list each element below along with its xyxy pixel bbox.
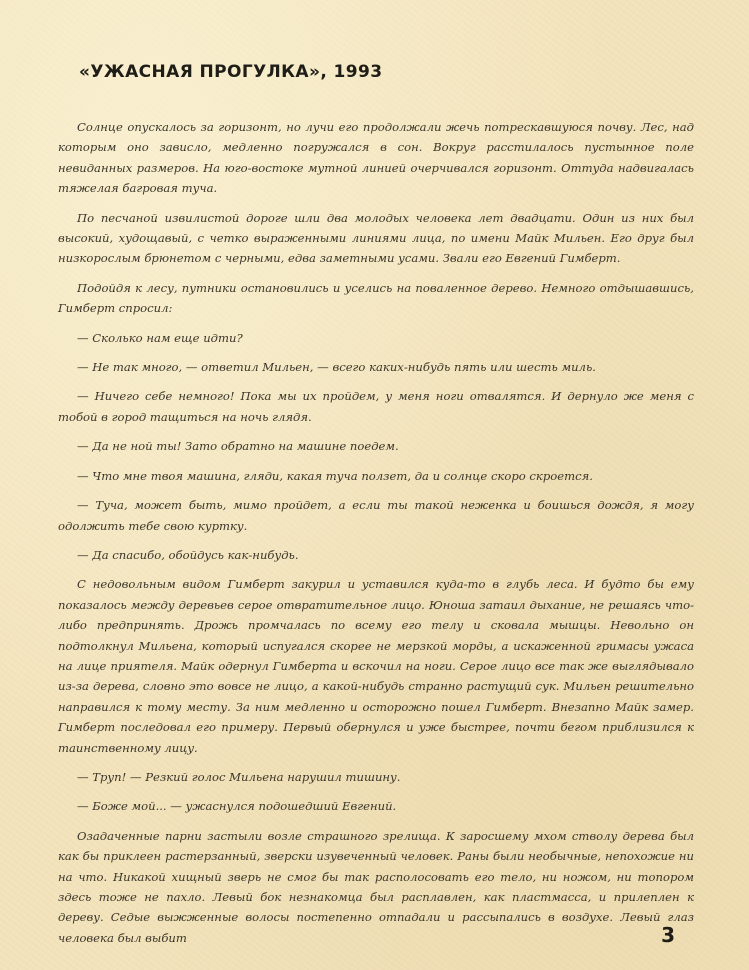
dialogue-line: — Не так много, — ответил Мильен, — всего каких-нибудь пять или шесть миль. xyxy=(77,360,596,375)
page-title: «УЖАСНАЯ ПРОГУЛКА», 1993 xyxy=(79,62,383,82)
dialogue-line: — Труп! — Резкий голос Мильена нарушил тишину. xyxy=(77,769,401,784)
dialogue-line: — Да спасибо, обойдусь как-нибудь. xyxy=(77,547,299,562)
paragraph: Озадаченные парни застыли возле страшного зрелища. К заросшему мхом стволу дерева был как бы приклеен растерзанный, зверски изувеченный человек. Раны были необычные, непохожие ни на что. Никакой хищный зверь не смог бы так располосовать его тело, ни ножом, ни топором здесь тоже не пахло. Левый бок незнакомца был расплавлен, как пластмасса, и прилеплен к дереву. Седые выжженные волосы постепенно отпадали и рассыпались в воздухе. Левый глаз человека был выбит xyxy=(58,828,694,945)
story-body xyxy=(58,117,694,957)
paragraph: Подойдя к лесу, путники остановились и уселись на поваленное дерево. Немного отдышавшись, Гимберт спросил: xyxy=(58,280,694,316)
dialogue-line: — Что мне твоя машина, гляди, какая туча ползет, да и солнце скоро скроется. xyxy=(77,468,593,483)
dialogue-line: — Сколько нам еще идти? xyxy=(77,330,243,345)
dialogue-line: — Туча, может быть, мимо пройдет, а если ты такой неженка и боишься дождя, я могу одолжить тебе свою куртку. xyxy=(58,498,694,533)
page-number: 3 xyxy=(661,923,675,947)
paragraph: По песчаной извилистой дороге шли два молодых человека лет двадцати. Один из них был высокий, худощавый, с четко выраженными линиями лица, по имени Майк Мильен. Его друг был низкорослым брюнетом с черными, едва заметными усами. Звали его Евгений Гимберт. xyxy=(58,210,694,266)
dialogue-line: — Боже мой... — ужаснулся подошедший Евгений. xyxy=(77,799,397,814)
dialogue-line: — Да не ной ты! Зато обратно на машине поедем. xyxy=(77,439,399,454)
paragraph: С недовольным видом Гимберт закурил и уставился куда-то в глубь леса. И будто бы ему показалось между деревьев серое отвратительное лицо. Юноша затаил дыхание, не решаясь что-либо предпринять. Дрожь промчалась по всему его телу и сковала мышцы. Невольно он подтолкнул Мильена, который испугался скорее не мерзкой морды, а искаженной гримасы ужаса на лице приятеля. Майк одернул Гимберта и вскочил на ноги. Серое лицо все так же выглядывало из-за дерева, словно это вовсе не лицо, а какой-нибудь странно растущий сук. Мильен решительно направился к тому месту. За ним медленно и осторожно пошел Гимберт. Внезапно Майк замер. Гимберт последовал его примеру. Первый обернулся и уже быстрее, почти бегом приблизился к таинственному лицу. xyxy=(58,577,694,755)
dialogue-line: — Ничего себе немного! Пока мы их пройдем, у меня ноги отвалятся. И дернуло же меня с тобой в город тащиться на ночь глядя. xyxy=(58,389,694,424)
paragraph: Солнце опускалось за горизонт, но лучи его продолжали жечь потрескавшуюся почву. Лес, над которым оно зависло, медленно погружался в сон. Вокруг расстилалось пустынное поле невиданных размеров. На юго-востоке мутной линией очерчивался горизонт. Оттуда надвигалась тяжелая багровая туча. xyxy=(58,120,694,196)
